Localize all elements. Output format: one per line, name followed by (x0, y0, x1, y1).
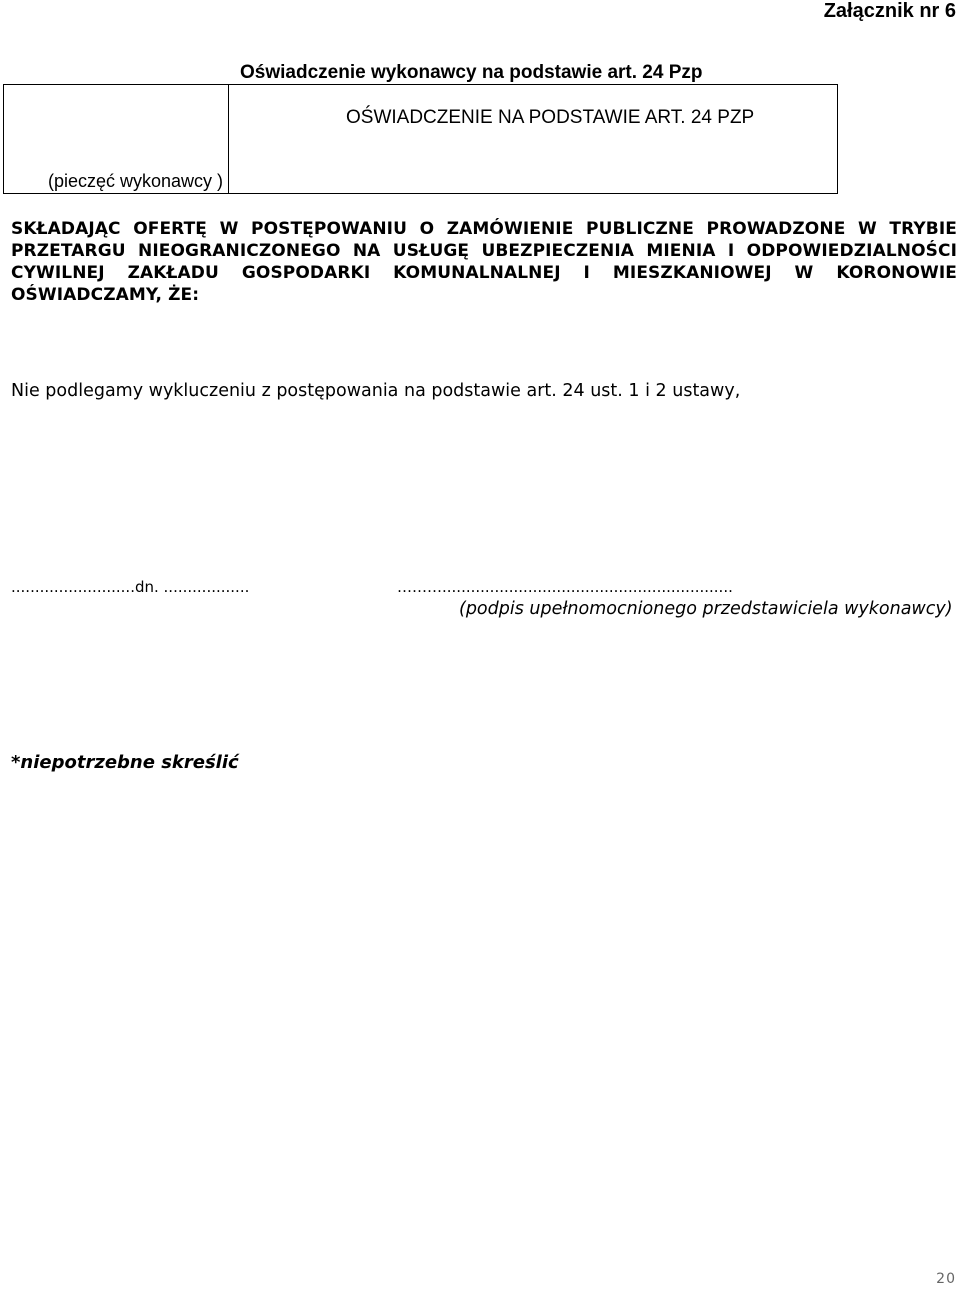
header-table (3, 84, 838, 194)
signature-label: (podpis upełnomocnionego przedstawiciela wykonawcy) (459, 599, 953, 619)
header-title: OŚWIADCZENIE NA PODSTAWIE ART. 24 PZP (346, 107, 755, 128)
statement-text: Nie podlegamy wykluczeniu z postępowania na podstawie art. 24 ust. 1 i 2 ustawy, (11, 381, 741, 401)
annex-label: Załącznik nr 6 (823, 0, 956, 22)
header-title-cell (229, 85, 837, 193)
stamp-label: (pieczęć wykonawcy ) (48, 171, 224, 191)
signature-line: ………............................................................. (397, 578, 733, 596)
date-line: ..........................dn. .................. (11, 578, 250, 596)
document-title: Oświadczenie wykonawcy na podstawie art. 24 Pzp (240, 62, 703, 83)
page-number: 20 (936, 1271, 956, 1287)
declaration-paragraph: SKŁADAJĄC OFERTĘ W POSTĘPOWANIU O ZAMÓWIENIE PUBLICZNE PROWADZONE W TRYBIE PRZETARGU NIEOGRANICZONEGO NA USŁUGĘ UBEZPIECZENIA MIENIA I ODPOWIEDZIALNOŚCI CYWILNEJ ZAKŁADU GOSPODARKI KOMUNALNALNEJ I MIESZKANIOWEJ W KORONOWIE OŚWIADCZAMY, ŻE: (11, 219, 957, 305)
footnote: *niepotrzebne skreślić (11, 752, 239, 773)
stamp-cell (4, 85, 229, 193)
